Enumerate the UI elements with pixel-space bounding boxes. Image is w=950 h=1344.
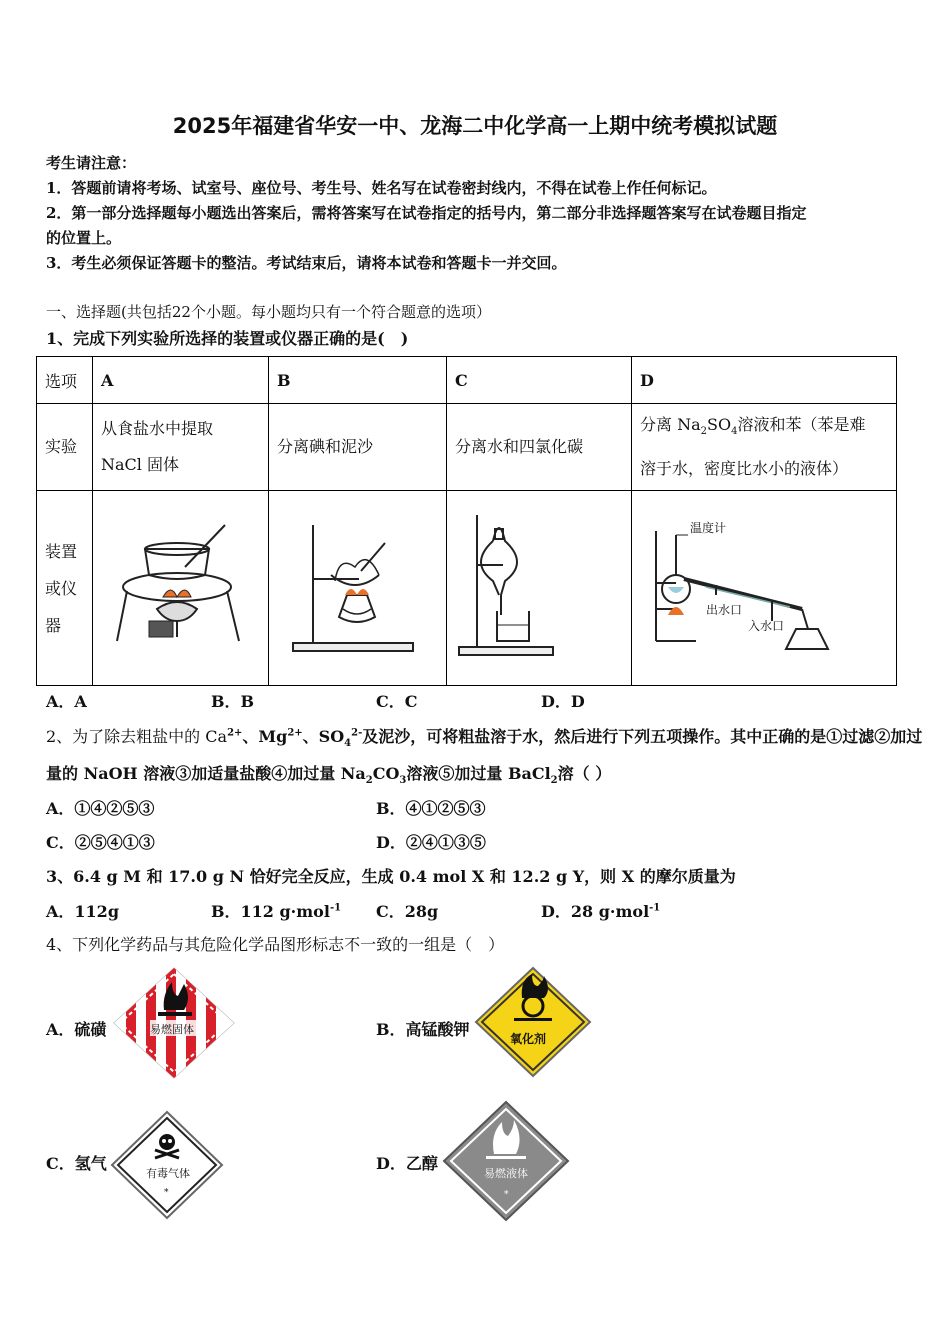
q1-option-d[interactable]: D．D: [541, 692, 585, 711]
separatory-funnel-icon: [447, 491, 631, 685]
notice-item-2: 2．第一部分选择题每小题选出答案后，需将答案写在试卷指定的括号内，第二部分非选择题答案写在试卷题目指定: [46, 204, 807, 222]
header-option: 选项: [37, 357, 93, 404]
q3-stem: 3、6.4 g M 和 17.0 g N 恰好完全反应，生成 0.4 mol X 和 12.2 g Y，则 X 的摩尔质量为: [46, 867, 736, 886]
notice-item-3: 3．考生必须保证答题卡的整洁。考试结束后，请将本试卷和答题卡一并交回。: [46, 254, 567, 272]
header-a: A: [93, 357, 269, 404]
sign-d-text: 易燃液体: [484, 1167, 528, 1180]
experiment-label: 实验: [37, 404, 93, 491]
q2-stem-line1: 2、为了除去粗盐中的 $Ca^{2+}$、$Mg^{2+}$、$SO_4^{2-}$及泥沙，可将粗盐溶于水，然后进行下列五项操作。其中正确的是①过滤②加过: [46, 727, 923, 750]
notice-item-2-cont: 的位置上。: [46, 229, 122, 247]
q3-option-d[interactable]: D．28 g·mol$^{-1}$: [541, 902, 661, 921]
notice-item-1: 1．答题前请将考场、试室号、座位号、考生号、姓名写在试卷密封线内，不得在试卷上作任何标记。: [46, 179, 717, 197]
water-inlet-label: 入水口: [748, 619, 785, 633]
q1-option-b[interactable]: B．B: [211, 692, 255, 711]
q2-option-a[interactable]: A．①④②⑤③: [46, 799, 155, 818]
sign-b-text: 氧化剂: [510, 1032, 547, 1046]
q3-option-a[interactable]: A．112g: [46, 902, 120, 921]
oxidizer-sign-icon: [474, 966, 592, 1078]
notice-heading: 考生请注意：: [46, 154, 137, 172]
apparatus-label: 装置 或仪 器: [37, 491, 93, 686]
sign-a-text: 易燃固体: [150, 1023, 194, 1036]
sign-d-mark: *: [504, 1190, 509, 1200]
q2-option-c[interactable]: C．②⑤④①③: [46, 833, 155, 852]
evaporating-dish-icon: [93, 491, 268, 685]
q4-option-c[interactable]: C．氢气: [46, 1154, 107, 1173]
sign-c-mark: *: [164, 1188, 169, 1198]
experiment-c: 分离水和四氯化碳: [447, 404, 632, 491]
q2-stem-line2: 量的 NaOH 溶液③加适量盐酸④加过量 $Na_2CO_3$溶液⑤加过量 BaCl$_2$溶（ ）: [46, 764, 612, 787]
distillation-setup-icon: [632, 491, 896, 685]
sublimation-apparatus-b: [269, 491, 447, 686]
water-outlet-label: 出水口: [706, 603, 743, 617]
q4-option-d[interactable]: D．乙醇: [376, 1154, 438, 1173]
header-d: D: [632, 357, 897, 404]
q1-stem: 1、完成下列实验所选择的装置或仪器正确的是( ): [46, 329, 409, 348]
q1-apparatus-row: [37, 491, 897, 686]
q3-option-b[interactable]: B．112 g·mol$^{-1}$: [211, 902, 342, 921]
experiment-d: 分离 $Na_2SO_4$溶液和苯（苯是难 溶于水，密度比水小的液体）: [632, 404, 897, 491]
sign-c-text: 有毒气体: [146, 1167, 190, 1180]
thermometer-label: 温度计: [690, 521, 727, 535]
distillation-apparatus-d: [632, 491, 897, 686]
evaporation-apparatus-a: [93, 491, 269, 686]
experiment-a: 从食盐水中提取 NaCl 固体: [93, 404, 269, 491]
section-heading: 一、选择题(共包括22个小题。每小题均只有一个符合题意的选项）: [46, 303, 491, 321]
q2-option-b[interactable]: B．④①②⑤③: [376, 799, 486, 818]
q3-option-c[interactable]: C．28g: [376, 902, 439, 921]
q4-option-a[interactable]: A．硫磺: [46, 1020, 107, 1039]
flammable-liquid-sign-icon: [442, 1100, 570, 1222]
header-b: B: [269, 357, 447, 404]
experiment-b: 分离碘和泥沙: [269, 404, 447, 491]
q1-option-a[interactable]: A．A: [46, 692, 87, 711]
q4-option-b[interactable]: B．高锰酸钾: [376, 1020, 470, 1039]
iron-stand-icon: [269, 491, 446, 685]
q1-table: [36, 356, 897, 686]
page-title: 2025年福建省华安一中、龙海二中化学高一上期中统考模拟试题: [172, 114, 778, 138]
q1-option-c[interactable]: C．C: [376, 692, 418, 711]
q2-option-d[interactable]: D．②④①③⑤: [376, 833, 486, 852]
separatory-funnel-apparatus-c: [447, 491, 632, 686]
q4-stem: 4、下列化学药品与其危险化学品图形标志不一致的一组是（ ）: [46, 935, 505, 954]
header-c: C: [447, 357, 632, 404]
q1-experiment-row: [37, 404, 897, 491]
q1-header-row: [37, 357, 897, 404]
